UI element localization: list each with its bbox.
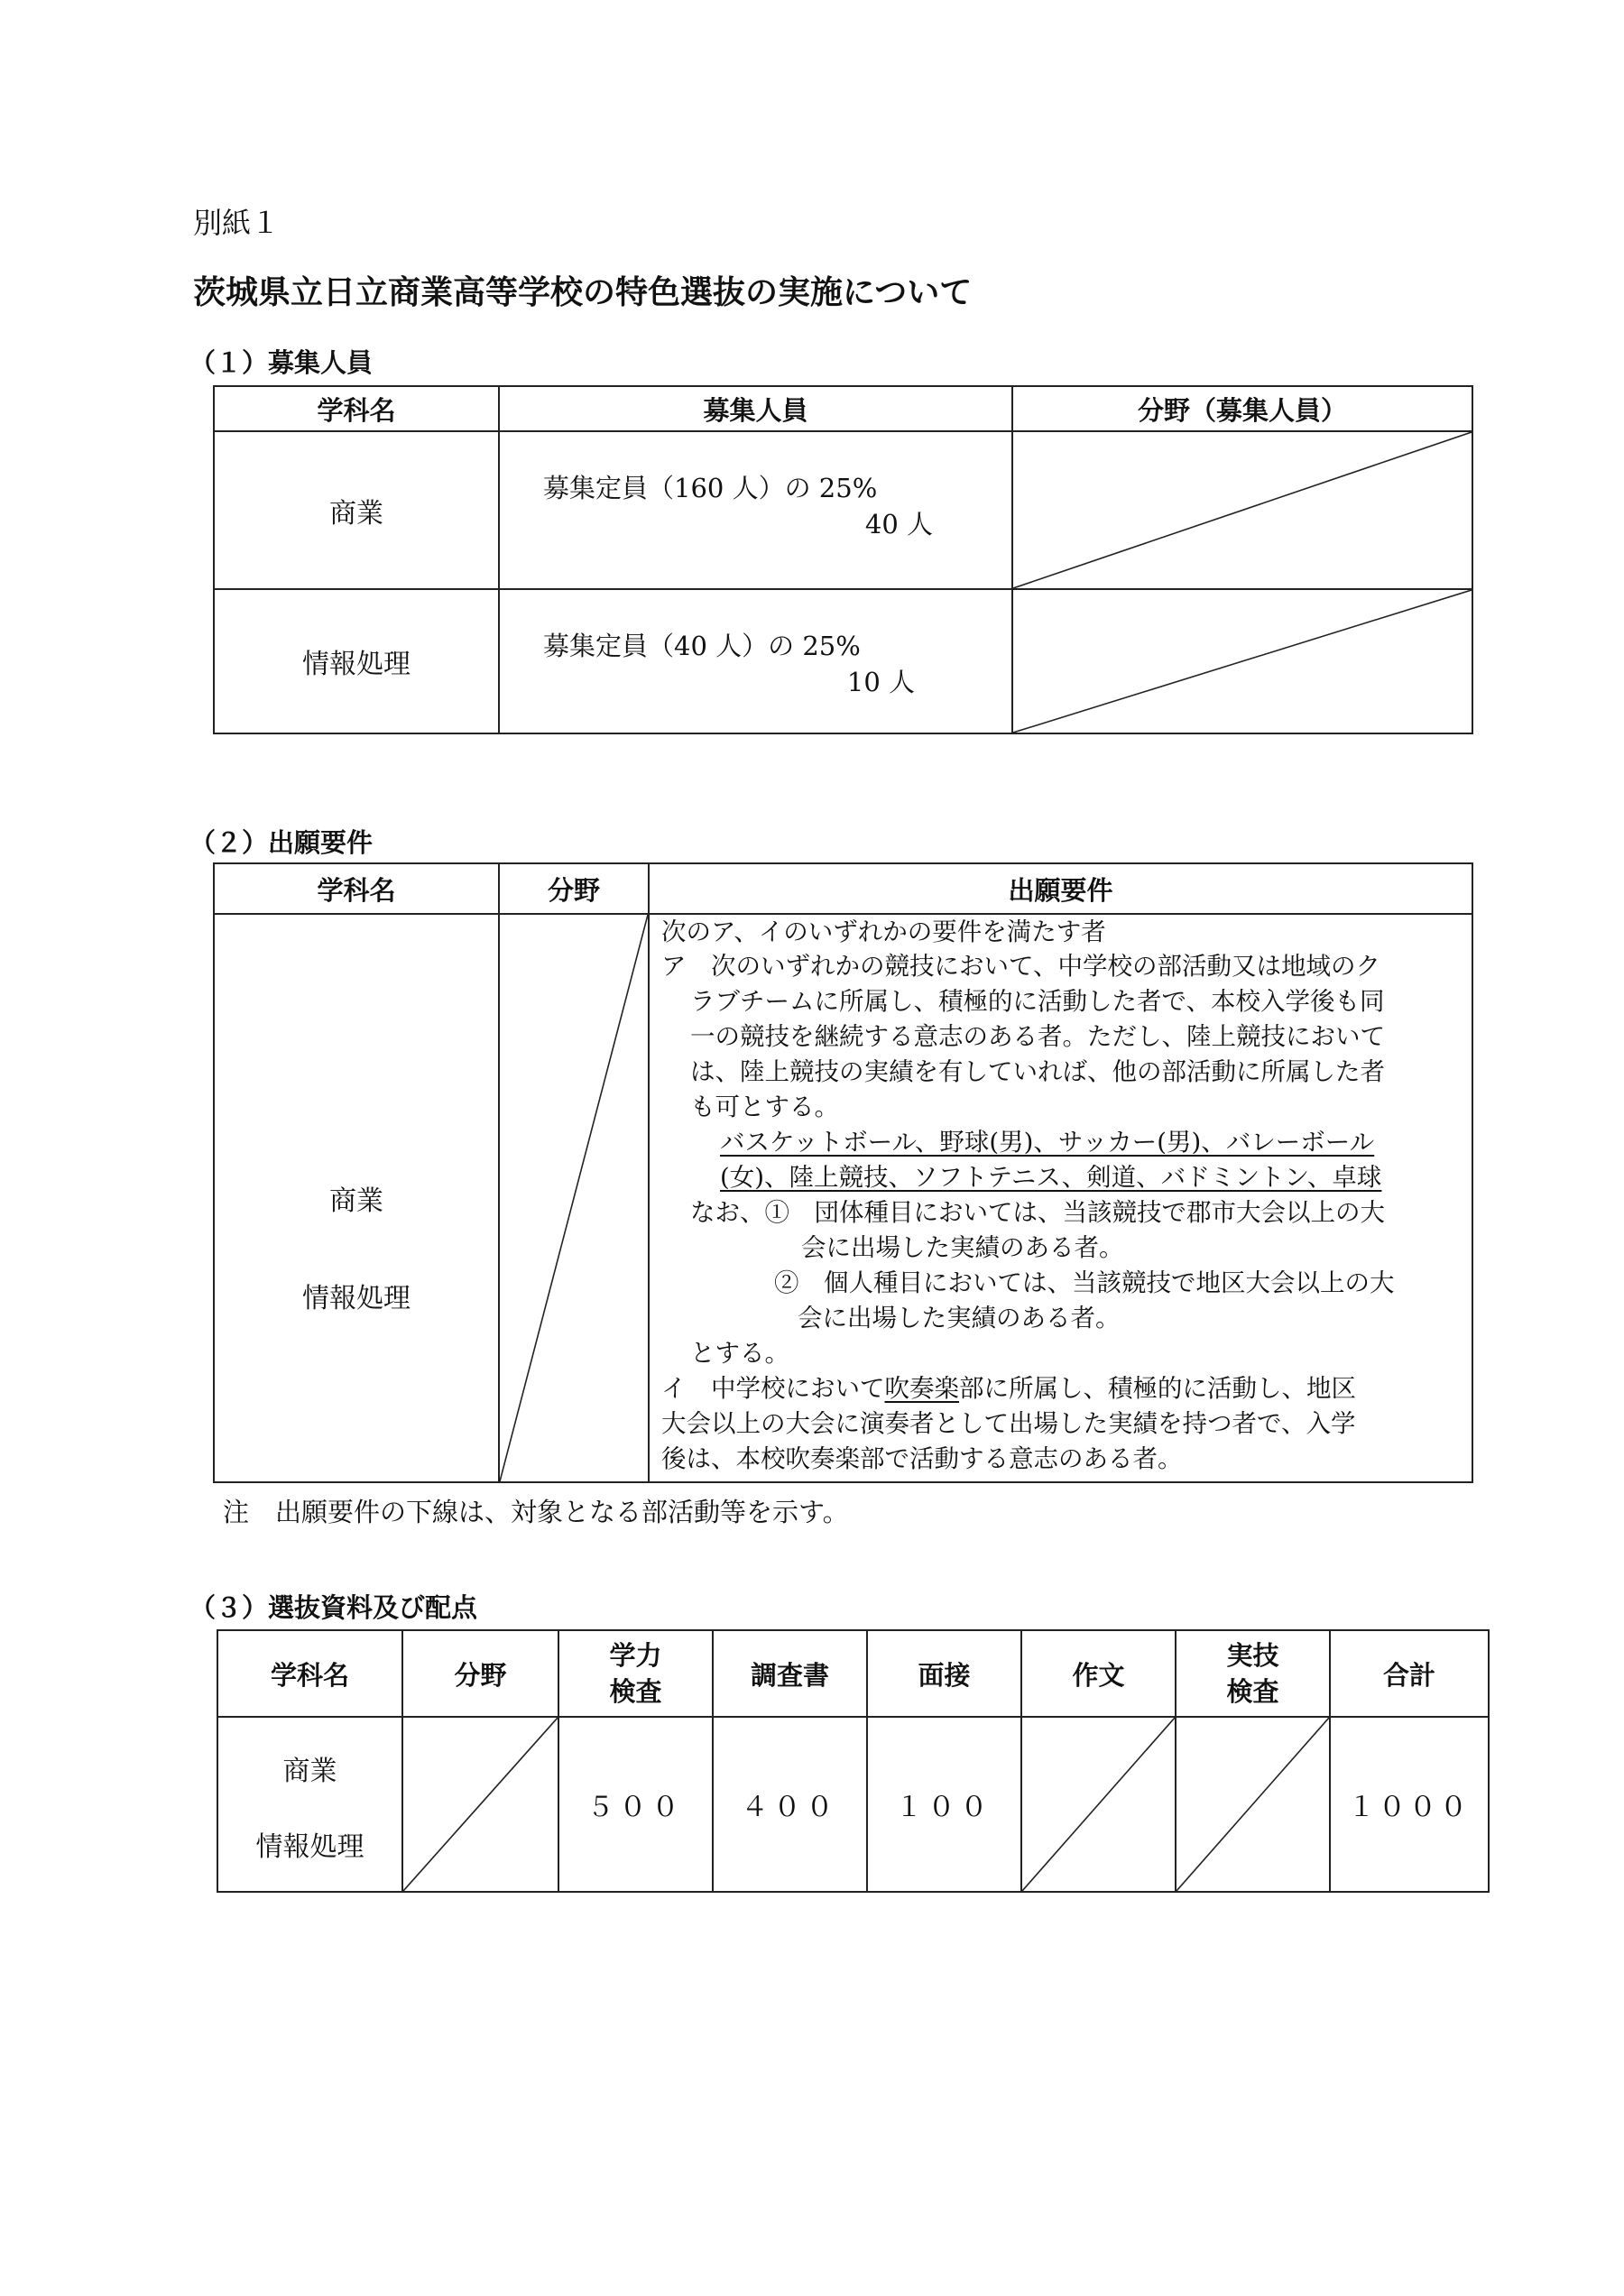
section-2-heading: （２）出願要件 <box>189 827 374 858</box>
header-total: 合計 <box>1330 1630 1489 1717</box>
sports-list-line: (女)、陸上競技、ソフトテニス、剣道、バドミントン、卓球 <box>720 1163 1382 1192</box>
header-essay: 作文 <box>1021 1630 1176 1717</box>
table-row <box>214 589 1472 733</box>
dept-name: 商業 <box>214 431 499 589</box>
dept-name: 情報処理 <box>255 1831 364 1863</box>
req-line: ラブチームに所属し、積極的に活動した者で、本校入学後も同 <box>690 987 1385 1016</box>
req-line: 一の競技を継続する意志のある者。ただし、陸上競技において <box>690 1022 1385 1051</box>
dept-name: 商業 <box>329 1185 383 1217</box>
header-field: 分野 <box>499 863 649 914</box>
req-line: 次のア、イのいずれかの要件を満たす者 <box>661 917 1106 946</box>
req-line: イ 中学校において吹奏楽部に所属し、積極的に活動し、地区 <box>661 1374 1356 1403</box>
dept-cell <box>217 1717 402 1892</box>
header-report: 調査書 <box>713 1630 867 1717</box>
header-dept: 学科名 <box>214 386 499 431</box>
header-field-capacity: 分野（募集人員） <box>1012 386 1472 431</box>
capacity-line: 募集定員（160 人）の 25% <box>543 473 878 503</box>
dept-name: 情報処理 <box>302 1283 411 1314</box>
capacity-cell <box>499 589 1012 733</box>
empty-diagonal-cell <box>1012 431 1472 589</box>
dept-name: 情報処理 <box>214 589 499 733</box>
req-line: 会に出場した実績のある者。 <box>798 1304 1121 1332</box>
section-1-heading: （１）募集人員 <box>189 347 374 378</box>
score-academic-test: ５００ <box>558 1717 713 1892</box>
header-requirements: 出願要件 <box>649 863 1472 914</box>
req-line: は、陸上競技の実績を有していれば、他の部活動に所属した者 <box>690 1057 1385 1086</box>
header-capacity: 募集人員 <box>499 386 1012 431</box>
req-line: ② 個人種目においては、当該競技で地区大会以上の大 <box>774 1268 1395 1297</box>
empty-diagonal-cell <box>1021 1717 1176 1892</box>
req-line: も可とする。 <box>690 1093 839 1121</box>
capacity-cell <box>499 431 1012 589</box>
empty-diagonal-cell <box>1012 589 1472 733</box>
header-field: 分野 <box>402 1630 558 1717</box>
capacity-count: 40 人 <box>864 509 933 539</box>
score-interview: １００ <box>867 1717 1021 1892</box>
dept-cell <box>214 914 499 1482</box>
header-dept: 学科名 <box>217 1630 402 1717</box>
req-line: ア 次のいずれかの競技において、中学校の部活動又は地域のク <box>661 952 1380 981</box>
page-title: 茨城県立日立商業高等学校の特色選抜の実施について <box>193 274 973 311</box>
table-row <box>214 431 1472 589</box>
header-practical-test: 実技 検査 <box>1176 1630 1330 1717</box>
score-total: １０００ <box>1330 1717 1489 1892</box>
req-line: とする。 <box>690 1339 789 1368</box>
header-dept: 学科名 <box>214 863 499 914</box>
capacity-line: 募集定員（40 人）の 25% <box>543 631 861 661</box>
requirements-cell <box>649 914 1472 1482</box>
req-line: なお、① 団体種目においては、当該競技で郡市大会以上の大 <box>690 1198 1385 1227</box>
table-row <box>214 914 1472 1482</box>
sports-list-line: バスケットボール、野球(男)、サッカー(男)、バレーボール <box>720 1128 1375 1157</box>
score-report: ４００ <box>713 1717 867 1892</box>
scoring-table <box>217 1629 1490 1893</box>
header-interview: 面接 <box>867 1630 1021 1717</box>
table-row <box>217 1717 1489 1892</box>
band-underline: 吹奏楽 <box>884 1374 959 1403</box>
capacity-count: 10 人 <box>846 667 915 697</box>
req-line: 大会以上の大会に演奏者として出場した実績を持つ者で、入学 <box>661 1409 1356 1438</box>
recruitment-table <box>213 385 1473 734</box>
req-line: 会に出場した実績のある者。 <box>801 1233 1124 1262</box>
note-text: 注 出願要件の下線は、対象となる部活動等を示す。 <box>223 1497 849 1527</box>
empty-diagonal-cell <box>1176 1717 1330 1892</box>
attachment-label: 別紙１ <box>193 206 281 240</box>
dept-name: 商業 <box>282 1756 337 1787</box>
empty-diagonal-cell <box>402 1717 558 1892</box>
section-3-heading: （３）選抜資料及び配点 <box>189 1592 478 1623</box>
empty-diagonal-cell <box>499 914 649 1482</box>
header-academic-test: 学力 検査 <box>558 1630 713 1717</box>
requirements-table <box>213 862 1473 1483</box>
req-line: 後は、本校吹奏楽部で活動する意志のある者。 <box>661 1444 1183 1473</box>
